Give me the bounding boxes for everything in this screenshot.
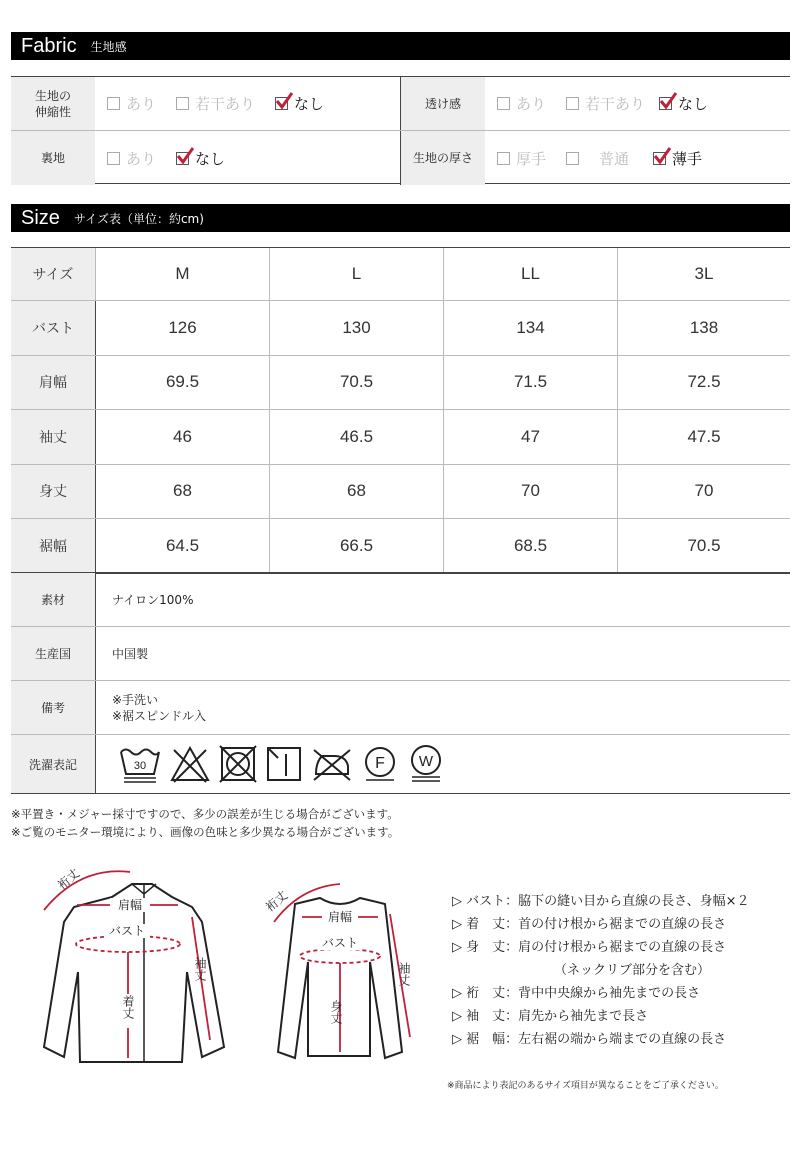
garment-measurement-diagram [40, 862, 430, 1082]
table-cell: 69.5 [95, 356, 269, 410]
fabric-section-header [11, 32, 790, 60]
stretch-option-nashi: なし [275, 93, 324, 114]
fabric-table [11, 76, 790, 184]
material-value: ナイロン100% [95, 573, 790, 626]
thickness-option-atsude: 厚手 [497, 148, 546, 169]
remarks-label: 備考 [11, 681, 95, 734]
product-info-table [11, 572, 790, 794]
sodetake-label-2: 袖丈 [397, 962, 411, 986]
stretch-label: 生地の 伸縮性 [11, 77, 95, 130]
thickness-option-usude: 薄手 [653, 148, 702, 169]
lining-option-ari: あり [107, 148, 156, 169]
table-header-cell: LL [443, 248, 617, 300]
line-dry-shade-icon [264, 744, 304, 784]
yuki-label-2: 裄丈 [262, 888, 291, 915]
size-subtitle: サイズ表（単位：約cm) [73, 211, 204, 226]
legend-item: ▷ 着 丈：首の付け根から裾までの直線の長さ [452, 917, 727, 932]
legend-item: ▷ 裄 丈：背中中央線から袖先までの長さ [452, 986, 701, 1001]
bust-label-2: バスト [321, 936, 359, 950]
sodetake-label: 袖丈 [193, 957, 207, 981]
checkbox-checked-icon [653, 152, 666, 165]
row-label: バスト [11, 301, 95, 355]
table-cell: 68.5 [443, 519, 617, 573]
sheer-option-jakkan: 若干あり [566, 93, 645, 114]
table-cell: 70.5 [617, 519, 790, 573]
table-cell: 134 [443, 301, 617, 355]
checkbox-checked-icon [659, 97, 672, 110]
table-cell: 138 [617, 301, 790, 355]
table-row [11, 465, 790, 520]
katahaba-label: 肩幅 [117, 898, 143, 912]
checkbox-checked-icon [176, 152, 189, 165]
row-label: 裾幅 [11, 519, 95, 573]
sheer-option-ari: あり [497, 93, 546, 114]
lining-options [95, 131, 400, 185]
table-row [11, 410, 790, 465]
stretch-option-ari: あり [107, 93, 156, 114]
table-cell: 130 [269, 301, 443, 355]
table-cell: 46.5 [269, 410, 443, 464]
legend-item: ▷ 袖 丈：肩先から袖先まで長さ [452, 1009, 649, 1024]
table-row [11, 627, 790, 681]
fabric-row [11, 77, 790, 131]
dry-clean-letter: F [375, 755, 385, 772]
table-cell: 72.5 [617, 356, 790, 410]
origin-value: 中国製 [95, 627, 790, 680]
washing-symbols [95, 735, 790, 793]
remarks-line: ※手洗い [112, 692, 159, 707]
table-header-cell: サイズ [11, 248, 95, 300]
thickness-label: 生地の厚さ [400, 131, 485, 185]
remarks-line: ※裾スピンドル入 [112, 708, 207, 723]
fabric-subtitle: 生地感 [90, 39, 127, 54]
table-cell: 70 [617, 465, 790, 519]
thickness-options [485, 131, 790, 185]
checkbox-empty-icon [176, 97, 189, 110]
legend-item: （ネックリブ部分を含む） [554, 963, 711, 978]
table-cell: 46 [95, 410, 269, 464]
table-header-cell: M [95, 248, 269, 300]
no-iron-icon [310, 744, 354, 784]
measurement-legend [452, 890, 750, 1051]
row-label: 袖丈 [11, 410, 95, 464]
wet-clean-letter: W [418, 753, 434, 770]
origin-label: 生産国 [11, 627, 95, 680]
table-cell: 70 [443, 465, 617, 519]
size-table-header [11, 248, 790, 301]
no-bleach-icon [168, 744, 212, 784]
fabric-row [11, 131, 790, 185]
material-label: 素材 [11, 573, 95, 626]
wash-temp: 30 [133, 760, 147, 772]
table-cell: 68 [95, 465, 269, 519]
table-cell: 64.5 [95, 519, 269, 573]
remarks-value [95, 681, 790, 734]
table-row [11, 735, 790, 793]
mitake-label: 身丈 [329, 1000, 343, 1024]
thickness-option-futsu: 普通 [566, 148, 629, 169]
lining-label: 裏地 [11, 131, 95, 185]
footnote: ※商品により表記のあるサイズ項目が異なることをご了承ください。 [447, 1081, 724, 1091]
kitake-label: 着丈 [121, 995, 135, 1019]
row-label: 身丈 [11, 465, 95, 519]
stretch-option-jakkan: 若干あり [176, 93, 255, 114]
wet-clean-w-icon [406, 744, 446, 784]
table-cell: 126 [95, 301, 269, 355]
cardigan-diagram [262, 884, 411, 1058]
yuki-label: 裄丈 [54, 866, 83, 893]
table-row [11, 519, 790, 574]
checkbox-empty-icon [107, 152, 120, 165]
hand-wash-30-icon [118, 744, 162, 784]
measurement-notes [11, 805, 399, 841]
table-cell: 68 [269, 465, 443, 519]
fabric-title: Fabric [21, 34, 77, 57]
note-line: ※平置き・メジャー採寸ですので、多少の誤差が生じる場合がございます。 [11, 807, 399, 821]
table-cell: 70.5 [269, 356, 443, 410]
table-header-cell: 3L [617, 248, 790, 300]
table-row [11, 356, 790, 411]
jacket-diagram [44, 865, 224, 1062]
checkbox-empty-icon [497, 97, 510, 110]
table-row [11, 573, 790, 627]
checkbox-checked-icon [275, 97, 288, 110]
stretch-options [95, 77, 400, 130]
table-row [11, 301, 790, 356]
no-tumble-dry-icon [218, 744, 258, 784]
lining-option-nashi: なし [176, 148, 225, 169]
row-label: 肩幅 [11, 356, 95, 410]
size-title: Size [21, 206, 60, 229]
legend-item: ▷ バスト：脇下の縫い目から直線の長さ、身幅×２ [452, 894, 750, 909]
bust-label: バスト [108, 924, 146, 938]
legend-item: ▷ 裾 幅：左右裾の端から端までの直線の長さ [452, 1032, 727, 1047]
table-cell: 66.5 [269, 519, 443, 573]
table-cell: 47.5 [617, 410, 790, 464]
table-header-cell: L [269, 248, 443, 300]
size-section-header [11, 204, 790, 232]
checkbox-empty-icon [566, 97, 579, 110]
checkbox-empty-icon [107, 97, 120, 110]
note-line: ※ご覧のモニター環境により、画像の色味と多少異なる場合がございます。 [11, 825, 400, 839]
sheer-label: 透け感 [400, 77, 485, 130]
washing-label: 洗濯表記 [11, 735, 95, 793]
katahaba-label-2: 肩幅 [327, 910, 353, 924]
sheer-options [485, 77, 790, 130]
table-row [11, 681, 790, 735]
size-table [11, 247, 790, 574]
sheer-option-nashi: なし [659, 93, 708, 114]
table-cell: 47 [443, 410, 617, 464]
table-cell: 71.5 [443, 356, 617, 410]
checkbox-empty-icon [566, 152, 579, 165]
legend-item: ▷ 身 丈：肩の付け根から裾までの直線の長さ [452, 940, 727, 955]
dry-clean-f-icon [360, 744, 400, 784]
checkbox-empty-icon [497, 152, 510, 165]
